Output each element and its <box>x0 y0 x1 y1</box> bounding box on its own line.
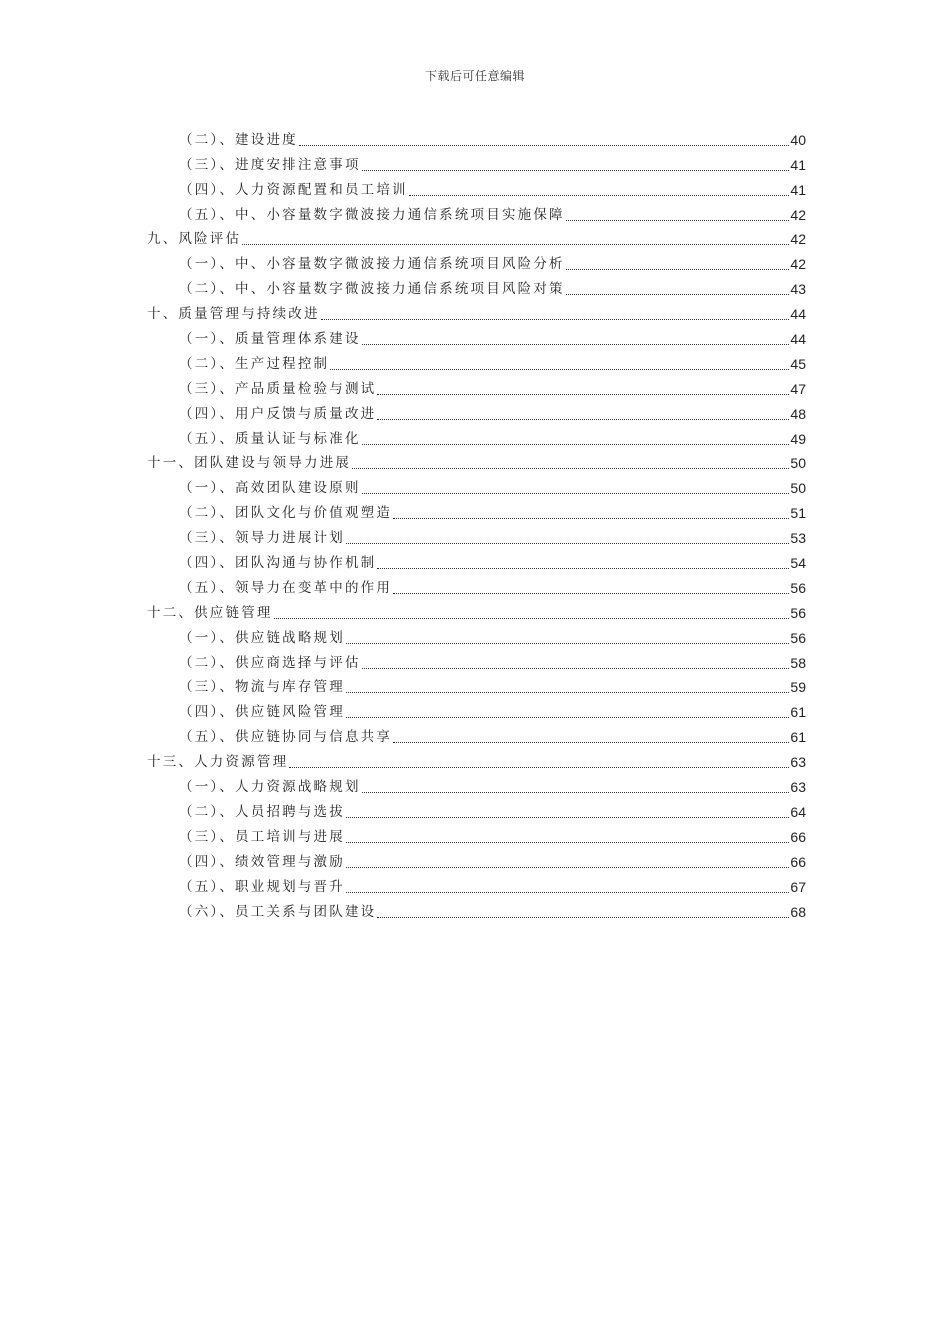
toc-section-entry[interactable] <box>0 549 950 574</box>
toc-entry-line <box>179 579 806 599</box>
toc-entry-line <box>147 305 806 325</box>
toc-dot-leader <box>362 668 790 669</box>
toc-entry-label: （五）、质量认证与标准化 <box>179 430 361 447</box>
toc-entry-label: （二）、生产过程控制 <box>179 355 330 372</box>
toc-dot-leader <box>362 444 790 445</box>
toc-page-number: 50 <box>790 455 806 472</box>
toc-page-number: 42 <box>790 256 806 273</box>
toc-entry-line <box>179 504 806 524</box>
toc-page-number: 49 <box>790 430 806 447</box>
toc-entry-line <box>179 206 806 226</box>
toc-page-number: 42 <box>790 231 806 248</box>
toc-dot-leader <box>566 294 790 295</box>
toc-dot-leader <box>299 145 790 146</box>
toc-entry-label: 十、质量管理与持续改进 <box>147 306 320 323</box>
toc-entry-label: （五）、供应链协同与信息共享 <box>179 729 393 746</box>
toc-entry-line <box>179 156 806 176</box>
toc-section-entry[interactable] <box>0 574 950 599</box>
toc-section-entry[interactable] <box>0 848 950 873</box>
toc-page-number: 63 <box>790 779 806 796</box>
toc-entry-label: （三）、物流与库存管理 <box>179 679 345 696</box>
toc-entry-label: （四）、绩效管理与激励 <box>179 853 345 870</box>
toc-entry-line <box>179 828 806 848</box>
toc-page-number: 44 <box>790 331 806 348</box>
toc-page-number: 68 <box>790 903 806 920</box>
toc-dot-leader <box>362 792 790 793</box>
toc-page-number: 66 <box>790 828 806 845</box>
toc-page-number: 56 <box>790 629 806 646</box>
toc-section-entry[interactable] <box>0 126 950 151</box>
toc-page-number: 63 <box>790 754 806 771</box>
toc-entry-line <box>147 230 806 250</box>
toc-entry-label: 九、风险评估 <box>147 231 242 248</box>
toc-chapter-entry[interactable] <box>0 599 950 624</box>
toc-section-entry[interactable] <box>0 898 950 923</box>
toc-dot-leader <box>346 717 789 718</box>
toc-section-entry[interactable] <box>0 325 950 350</box>
toc-section-entry[interactable] <box>0 698 950 723</box>
toc-entry-line <box>179 430 806 450</box>
toc-entry-line <box>179 803 806 823</box>
toc-chapter-entry[interactable] <box>0 748 950 773</box>
toc-entry-label: （二）、建设进度 <box>179 131 298 148</box>
toc-dot-leader <box>289 767 789 768</box>
toc-dot-leader <box>377 419 789 420</box>
toc-page-number: 41 <box>790 156 806 173</box>
toc-entry-line <box>147 454 806 474</box>
toc-dot-leader <box>377 568 789 569</box>
toc-section-entry[interactable] <box>0 275 950 300</box>
toc-entry-line <box>179 654 806 674</box>
toc-chapter-entry[interactable] <box>0 450 950 475</box>
toc-section-entry[interactable] <box>0 176 950 201</box>
toc-entry-line <box>179 280 806 300</box>
toc-dot-leader <box>393 742 789 743</box>
toc-section-entry[interactable] <box>0 773 950 798</box>
toc-page-number: 47 <box>790 380 806 397</box>
toc-entry-label: （二）、人员招聘与选拔 <box>179 803 345 820</box>
toc-entry-label: （二）、供应商选择与评估 <box>179 654 361 671</box>
toc-page-number: 54 <box>790 555 806 572</box>
toc-entry-label: （二）、团队文化与价值观塑造 <box>179 505 393 522</box>
toc-entry-label: （二）、中、小容量数字微波接力通信系统项目风险对策 <box>179 281 565 298</box>
toc-section-entry[interactable] <box>0 674 950 699</box>
toc-page-number: 64 <box>790 803 806 820</box>
toc-chapter-entry[interactable] <box>0 300 950 325</box>
toc-section-entry[interactable] <box>0 649 950 674</box>
toc-section-entry[interactable] <box>0 350 950 375</box>
toc-page-number: 45 <box>790 355 806 372</box>
toc-entry-line <box>179 878 806 898</box>
toc-page-number: 56 <box>790 579 806 596</box>
toc-page-number: 40 <box>790 131 806 148</box>
toc-entry-line <box>179 853 806 873</box>
toc-chapter-entry[interactable] <box>0 226 950 251</box>
toc-entry-label: （六）、员工关系与团队建设 <box>179 903 377 920</box>
toc-entry-line <box>179 529 806 549</box>
toc-section-entry[interactable] <box>0 873 950 898</box>
toc-dot-leader <box>362 344 790 345</box>
toc-dot-leader <box>346 643 789 644</box>
toc-page-number: 66 <box>790 853 806 870</box>
toc-page-number: 67 <box>790 878 806 895</box>
toc-dot-leader <box>377 394 789 395</box>
toc-page-number: 42 <box>790 206 806 223</box>
toc-section-entry[interactable] <box>0 400 950 425</box>
toc-dot-leader <box>566 269 790 270</box>
toc-entry-line <box>179 479 806 499</box>
toc-section-entry[interactable] <box>0 375 950 400</box>
toc-entry-line <box>147 604 806 624</box>
toc-section-entry[interactable] <box>0 524 950 549</box>
toc-page-number: 58 <box>790 654 806 671</box>
toc-section-entry[interactable] <box>0 425 950 450</box>
toc-entry-line <box>179 405 806 425</box>
toc-entry-label: （三）、领导力进展计划 <box>179 530 345 547</box>
toc-dot-leader <box>393 518 789 519</box>
toc-page-number: 56 <box>790 604 806 621</box>
toc-entry-line <box>179 778 806 798</box>
toc-entry-line <box>147 753 806 773</box>
toc-section-entry[interactable] <box>0 474 950 499</box>
toc-entry-line <box>179 131 806 151</box>
toc-entry-label: （三）、进度安排注意事项 <box>179 156 361 173</box>
toc-entry-line <box>179 703 806 723</box>
toc-dot-leader <box>346 892 789 893</box>
toc-page-number: 51 <box>790 505 806 522</box>
toc-entry-label: （四）、供应链风险管理 <box>179 704 345 721</box>
toc-page-number: 43 <box>790 281 806 298</box>
toc-dot-leader <box>346 543 789 544</box>
toc-entry-label: （一）、人力资源战略规划 <box>179 779 361 796</box>
toc-entry-line <box>179 255 806 275</box>
toc-section-entry[interactable] <box>0 798 950 823</box>
toc-dot-leader <box>346 692 789 693</box>
toc-section-entry[interactable] <box>0 250 950 275</box>
toc-entry-label: 十二、供应链管理 <box>147 604 273 621</box>
toc-entry-line <box>179 629 806 649</box>
toc-dot-leader <box>362 493 790 494</box>
toc-page-number: 53 <box>790 530 806 547</box>
toc-entry-label: （五）、职业规划与晋升 <box>179 878 345 895</box>
toc-entry-line <box>179 330 806 350</box>
toc-dot-leader <box>377 917 789 918</box>
table-of-contents <box>0 126 950 923</box>
toc-entry-label: （三）、员工培训与进展 <box>179 828 345 845</box>
toc-page-number: 41 <box>790 181 806 198</box>
toc-entry-label: （五）、领导力在变革中的作用 <box>179 579 393 596</box>
toc-entry-line <box>179 554 806 574</box>
toc-entry-label: （一）、高效团队建设原则 <box>179 480 361 497</box>
toc-entry-line <box>179 355 806 375</box>
toc-page-number: 48 <box>790 405 806 422</box>
toc-entry-line <box>179 678 806 698</box>
toc-section-entry[interactable] <box>0 723 950 748</box>
toc-dot-leader <box>566 220 790 221</box>
toc-entry-label: （一）、中、小容量数字微波接力通信系统项目风险分析 <box>179 256 565 273</box>
page-header: 下载后可任意编辑 <box>424 69 525 83</box>
toc-dot-leader <box>321 319 790 320</box>
toc-entry-line <box>179 380 806 400</box>
toc-dot-leader <box>330 369 789 370</box>
toc-section-entry[interactable] <box>0 201 950 226</box>
toc-section-entry[interactable] <box>0 624 950 649</box>
toc-entry-label: 十一、团队建设与领导力进展 <box>147 455 352 472</box>
toc-page-number: 61 <box>790 704 806 721</box>
toc-entry-line <box>179 728 806 748</box>
toc-entry-line <box>179 903 806 923</box>
toc-entry-label: 十三、人力资源管理 <box>147 754 289 771</box>
toc-dot-leader <box>393 593 789 594</box>
toc-entry-line <box>179 181 806 201</box>
toc-dot-leader <box>274 618 790 619</box>
toc-entry-label: （四）、用户反馈与质量改进 <box>179 405 377 422</box>
toc-section-entry[interactable] <box>0 823 950 848</box>
toc-dot-leader <box>352 468 789 469</box>
toc-dot-leader <box>346 817 789 818</box>
toc-entry-label: （三）、产品质量检验与测试 <box>179 380 377 397</box>
toc-section-entry[interactable] <box>0 499 950 524</box>
toc-section-entry[interactable] <box>0 151 950 176</box>
toc-entry-label: （四）、人力资源配置和员工培训 <box>179 181 408 198</box>
toc-entry-label: （一）、供应链战略规划 <box>179 629 345 646</box>
toc-dot-leader <box>346 842 789 843</box>
toc-page-number: 59 <box>790 679 806 696</box>
toc-page-number: 61 <box>790 729 806 746</box>
toc-dot-leader <box>409 195 790 196</box>
toc-entry-label: （四）、团队沟通与协作机制 <box>179 555 377 572</box>
toc-page-number: 50 <box>790 480 806 497</box>
toc-entry-label: （一）、质量管理体系建设 <box>179 331 361 348</box>
toc-dot-leader <box>242 244 789 245</box>
toc-dot-leader <box>346 867 789 868</box>
toc-dot-leader <box>362 170 790 171</box>
toc-entry-label: （五）、中、小容量数字微波接力通信系统项目实施保障 <box>179 206 565 223</box>
toc-page-number: 44 <box>790 306 806 323</box>
